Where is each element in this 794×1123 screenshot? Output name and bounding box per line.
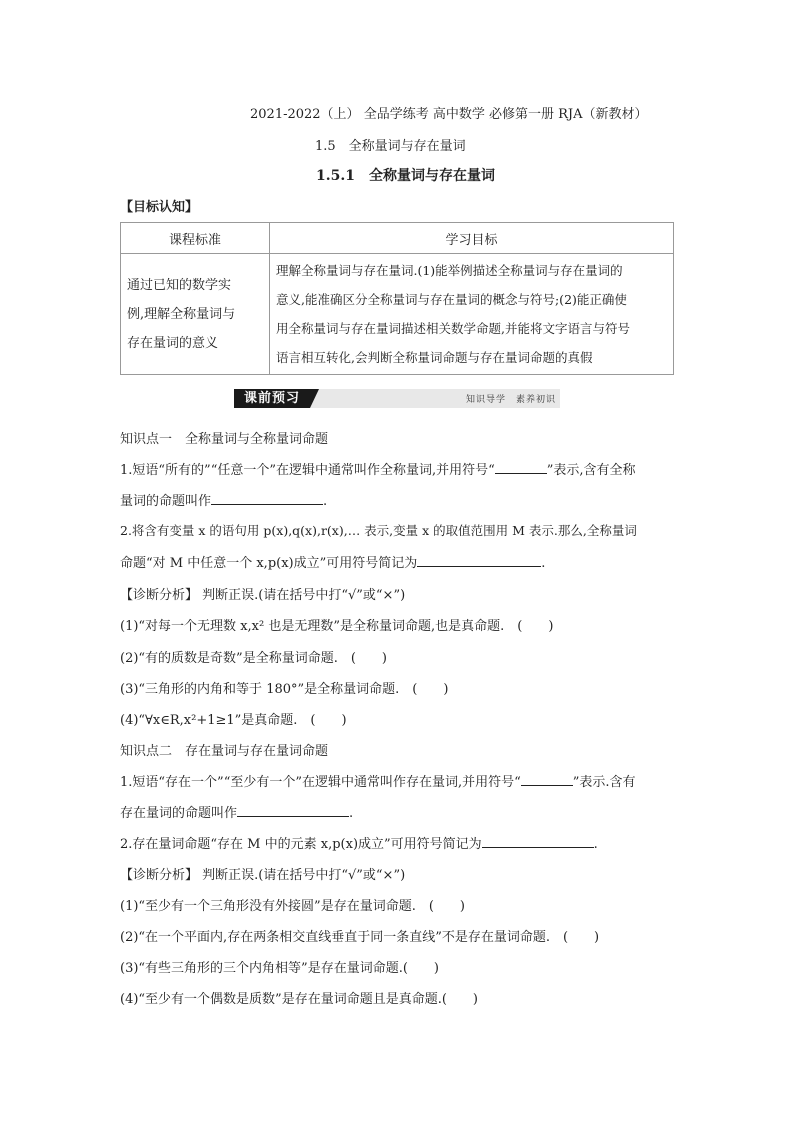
kp2-para2 [120,833,598,852]
course-header: 2021-2022（上） 全品学练考 高中数学 必修第一册 RJA（新教材） [250,107,648,122]
kp2-diagnosis-title: 【诊断分析】 判断正误.(请在括号中打“√”或“×”) [120,868,406,883]
answer-blank[interactable] [211,492,323,505]
kp1-text: 量词的命题叫作 [120,494,212,509]
kp1-text: . [323,494,328,509]
standard-cell [121,254,270,375]
banner-subtitle: 知识导学 素养初识 [465,395,556,405]
goals-table [120,222,674,375]
kp2-text: ”表示.含有 [572,775,636,790]
kp1-text: . [541,556,546,571]
answer-blank[interactable] [482,835,594,848]
kp1-item-1: (1)“对每一个无理数 x,x² 也是无理数”是全称量词命题,也是真命题. ( ) [120,619,554,634]
kp2-title: 知识点二 存在量词与存在量词命题 [120,744,329,759]
objective-line: 理解全称量词与存在量词.(1)能举例描述全称量词与存在量词的 [276,263,623,278]
kp2-item-2: (2)“在一个平面内,存在两条相交直线垂直于同一条直线”不是存在量词命题. ( ) [120,930,600,945]
kp1-para2-line2 [120,552,545,571]
standard-line: 例,理解全称量词与 [127,306,236,322]
kp2-text: 1.短语“存在一个”“至少有一个”在逻辑中通常叫作存在量词,并用符号“ [120,775,521,790]
answer-blank[interactable] [521,773,573,786]
kp1-item-3: (3)“三角形的内角和等于 180°”是全称量词命题. ( ) [120,682,449,697]
col-header-standard: 课程标准 [121,223,270,254]
kp1-title: 知识点一 全称量词与全称量词命题 [120,432,329,447]
objective-line: 语言相互转化,会判断全称量词命题与存在量词命题的真假 [276,350,593,365]
kp2-item-1: (1)“至少有一个三角形没有外接圆”是存在量词命题. ( ) [120,899,465,914]
kp1-diagnosis-title: 【诊断分析】 判断正误.(请在括号中打“√”或“×”) [120,588,406,603]
kp2-item-4: (4)“至少有一个偶数是质数”是存在量词命题且是真命题.( ) [120,992,478,1007]
kp2-item-3: (3)“有些三角形的三个内角相等”是存在量词命题.( ) [120,961,439,976]
kp1-para1-line2 [120,490,327,509]
kp1-text: 1.短语“所有的”“任意一个”在逻辑中通常叫作全称量词,并用符号“ [120,463,495,478]
answer-blank[interactable] [417,554,541,567]
kp1-para2-line1: 2.将含有变量 x 的语句用 p(x),q(x),r(x),… 表示,变量 x 的取值范围用 M 表示.那么,全称量词 [120,523,637,538]
kp1-text: 命题“对 M 中任意一个 x,p(x)成立”可用符号简记为 [120,556,418,571]
objective-line: 意义,能准确区分全称量词与存在量词的概念与符号;(2)能正确使 [276,292,627,307]
kp2-para1-line2 [120,802,353,821]
kp1-para1-line1 [120,459,636,478]
col-header-objective: 学习目标 [270,223,674,254]
kp2-para1-line1 [120,771,636,790]
answer-blank[interactable] [237,804,349,817]
answer-blank[interactable] [495,461,547,474]
section-title: 1.5 全称量词与存在量词 [315,139,466,154]
subsection-title: 1.5.1 全称量词与存在量词 [316,168,495,184]
kp2-text: 存在量词的命题叫作 [120,806,238,821]
standard-line: 存在量词的意义 [127,335,219,351]
objective-line: 用全称量词与存在量词描述相关数学命题,并能将文字语言与符号 [276,321,630,336]
banner-label: 课前预习 [234,389,310,408]
section-banner [234,389,560,408]
kp1-item-4: (4)“∀x∈R,x²+1≥1”是真命题. ( ) [120,713,347,728]
kp1-text: ”表示,含有全称 [546,463,636,478]
objective-cell [270,254,674,375]
kp2-text: . [593,837,598,852]
standard-line: 通过已知的数学实 [127,277,232,293]
kp2-text: 2.存在量词命题“存在 M 中的元素 x,p(x)成立”可用符号简记为 [120,837,482,852]
goals-tag: 【目标认知】 [120,200,199,215]
kp2-text: . [349,806,354,821]
kp1-item-2: (2)“有的质数是奇数”是全称量词命题. ( ) [120,651,387,666]
